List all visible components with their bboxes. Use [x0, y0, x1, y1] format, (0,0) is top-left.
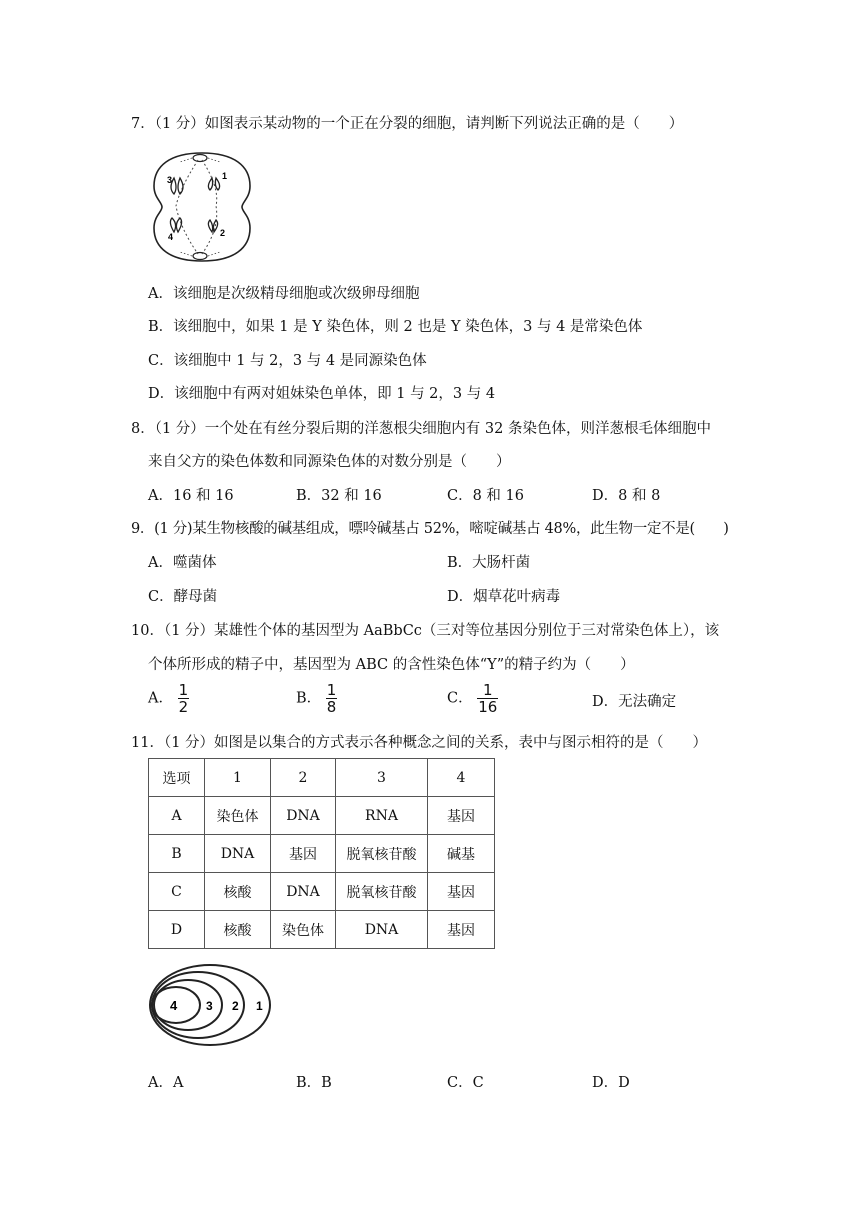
- q7-option-b[interactable]: B．该细胞中，如果 1 是 Y 染色体，则 2 也是 Y 染色体，3 与 4 是常染色体: [148, 319, 643, 335]
- concept-table: [148, 758, 495, 949]
- table-cell: 核酸: [205, 911, 271, 949]
- q10-option-a[interactable]: A． $\frac{1}{2}$: [148, 681, 189, 716]
- table-header-cell: 3: [336, 759, 428, 797]
- q8-stem-line2: 来自父方的染色体数和同源染色体的对数分别是（ ）: [148, 454, 511, 470]
- fraction-one-eighth: $\frac{1}{8}$: [326, 681, 337, 716]
- q8-option-b[interactable]: B．32 和 16: [296, 488, 382, 504]
- table-row: [149, 797, 495, 835]
- q8-stem-line1: 8．（1 分）一个处在有丝分裂后期的洋葱根尖细胞内有 32 条染色体，则洋葱根毛体细胞中: [131, 421, 711, 437]
- table-cell: 脱氧核苷酸: [336, 873, 428, 911]
- q7-option-c[interactable]: C．该细胞中 1 与 2，3 与 4 是同源染色体: [148, 353, 427, 369]
- table-cell: 脱氧核苷酸: [336, 835, 428, 873]
- ellipse-label-4: 4: [170, 998, 178, 1013]
- table-row: [149, 911, 495, 949]
- q9-option-a[interactable]: A．噬菌体: [148, 555, 217, 571]
- diagram-label-1: 1: [222, 171, 228, 181]
- table-cell: B: [149, 835, 205, 873]
- table-cell: 碱基: [428, 835, 495, 873]
- diagram-label-2: 2: [220, 228, 226, 238]
- table-cell: 基因: [428, 873, 495, 911]
- q10-option-c[interactable]: C． $\frac{1}{16}$: [447, 681, 498, 716]
- ellipse-label-1: 1: [256, 999, 263, 1013]
- fraction-one-half: $\frac{1}{2}$: [178, 681, 189, 716]
- q10-option-b[interactable]: B． $\frac{1}{8}$: [296, 681, 337, 716]
- table-cell: RNA: [336, 797, 428, 835]
- q10-stem-line1: 10．（1 分）某雄性个体的基因型为 AaBbCc（三对等位基因分别位于三对常染色体上），该: [131, 623, 720, 639]
- table-cell: A: [149, 797, 205, 835]
- table-header-cell: 1: [205, 759, 271, 797]
- q9-stem: 9．(1 分)某生物核酸的碱基组成，嘌呤碱基占 52%，嘧啶碱基占 48%，此生物一定不是( ): [131, 521, 729, 537]
- table-header-cell: 4: [428, 759, 495, 797]
- table-row: [149, 835, 495, 873]
- ellipse-label-3: 3: [206, 999, 213, 1013]
- q8-option-d[interactable]: D．8 和 8: [592, 488, 661, 504]
- q7-option-a[interactable]: A．该细胞是次级精母细胞或次级卵母细胞: [148, 286, 420, 302]
- q11-option-a[interactable]: A．A: [148, 1075, 184, 1091]
- q11-stem: 11．（1 分）如图是以集合的方式表示各种概念之间的关系，表中与图示相符的是（ ）: [131, 735, 708, 751]
- q7-option-d[interactable]: D．该细胞中有两对姐妹染色单体，即 1 与 2，3 与 4: [148, 386, 496, 402]
- table-cell: 基因: [428, 797, 495, 835]
- q9-option-d[interactable]: D．烟草花叶病毒: [447, 589, 561, 605]
- nested-ellipse-diagram: [148, 962, 278, 1048]
- q11-option-b[interactable]: B．B: [296, 1075, 332, 1091]
- fraction-one-sixteenth: $\frac{1}{16}$: [478, 681, 498, 716]
- diagram-label-4: 4: [168, 232, 174, 242]
- q8-option-a[interactable]: A．16 和 16: [148, 488, 234, 504]
- table-header-cell: 2: [271, 759, 336, 797]
- q9-option-c[interactable]: C．酵母菌: [148, 589, 218, 605]
- table-header-row: [149, 759, 495, 797]
- table-row: [149, 873, 495, 911]
- table-cell: 染色体: [271, 911, 336, 949]
- table-cell: 基因: [271, 835, 336, 873]
- diagram-label-3: 3: [167, 175, 173, 185]
- cell-division-diagram: [150, 148, 254, 266]
- table-cell: 基因: [428, 911, 495, 949]
- q10-stem-line2: 个体所形成的精子中，基因型为 ABC 的含性染色体“Y”的精子约为（ ）: [148, 657, 635, 673]
- table-cell: 染色体: [205, 797, 271, 835]
- table-header-cell: 选项: [149, 759, 205, 797]
- table-cell: DNA: [336, 911, 428, 949]
- q7-stem: 7．（1 分）如图表示某动物的一个正在分裂的细胞，请判断下列说法正确的是（ ）: [131, 116, 684, 132]
- table-cell: DNA: [271, 873, 336, 911]
- q11-option-c[interactable]: C．C: [447, 1075, 484, 1091]
- table-cell: C: [149, 873, 205, 911]
- q10-option-d[interactable]: D．无法确定: [592, 694, 677, 710]
- table-cell: DNA: [205, 835, 271, 873]
- table-cell: 核酸: [205, 873, 271, 911]
- q11-option-d[interactable]: D．D: [592, 1075, 630, 1091]
- q8-option-c[interactable]: C．8 和 16: [447, 488, 524, 504]
- table-cell: D: [149, 911, 205, 949]
- table-cell: DNA: [271, 797, 336, 835]
- q9-option-b[interactable]: B．大肠杆菌: [447, 555, 531, 571]
- ellipse-label-2: 2: [232, 999, 239, 1013]
